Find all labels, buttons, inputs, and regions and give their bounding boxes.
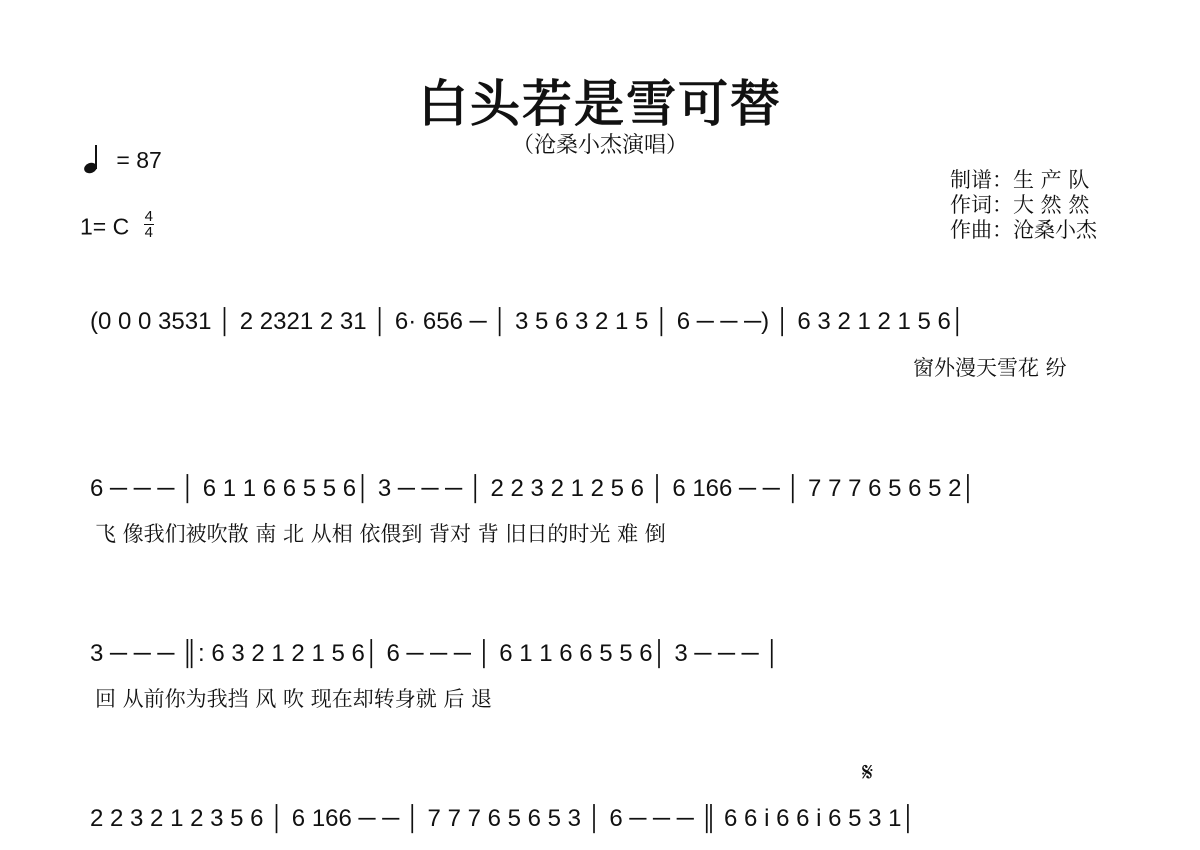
score-line-1: (0 0 0 3531 │ 2 2321 2 31 │ 6· 656 ─ │ 3 5 6 3 2 1 5 │ 6 ─ ─ ─) │ 6 3 2 1 2 1 5 6│	[90, 308, 966, 335]
key-label: 1= C	[80, 213, 130, 240]
time-signature-denominator: 4	[144, 224, 153, 241]
lyrics-line-2: 飞 像我们被吹散 南 北 从相 依偎到 背对 背 旧日的时光 难 倒	[95, 522, 666, 546]
score-line-4: 2 2 3 2 1 2 3 5 6 │ 6 166 ─ ─ │ 7 7 7 6 5 6 5 3 │ 6 ─ ─ ─ ║ 6 6 i 6 6 i 6 5 3 1│	[90, 805, 917, 832]
segno-sign: 𝄋	[862, 758, 874, 788]
credit-lyricist: 作词：大 然 然	[950, 193, 1090, 217]
score-line-3: 3 ─ ─ ─ ║: 6 3 2 1 2 1 5 6│ 6 ─ ─ ─ │ 6 1 1 6 6 5 5 6│ 3 ─ ─ ─ │	[90, 640, 781, 667]
credits-block	[950, 168, 1097, 243]
tempo-marking	[84, 145, 162, 174]
lyrics-line-1: 窗外漫天雪花 纷	[913, 356, 1067, 380]
time-signature	[144, 209, 154, 240]
time-signature-numerator: 4	[144, 208, 153, 225]
lyrics-line-3: 回 从前你为我挡 风 吹 现在却转身就 后 退	[95, 687, 493, 711]
credit-arranger: 制谱：生 产 队	[950, 168, 1090, 192]
key-signature	[80, 208, 154, 244]
song-title: 白头若是雪可替	[418, 75, 782, 133]
credit-composer: 作曲：沧桑小杰	[950, 218, 1097, 242]
quarter-note-icon	[84, 145, 100, 173]
score-line-2: 6 ─ ─ ─ │ 6 1 1 6 6 5 5 6│ 3 ─ ─ ─ │ 2 2 3 2 1 2 5 6 │ 6 166 ─ ─ │ 7 7 7 6 5 6 5 2│	[90, 475, 977, 502]
song-subtitle: （沧桑小杰演唱）	[511, 133, 688, 158]
tempo-value: = 87	[116, 147, 162, 173]
